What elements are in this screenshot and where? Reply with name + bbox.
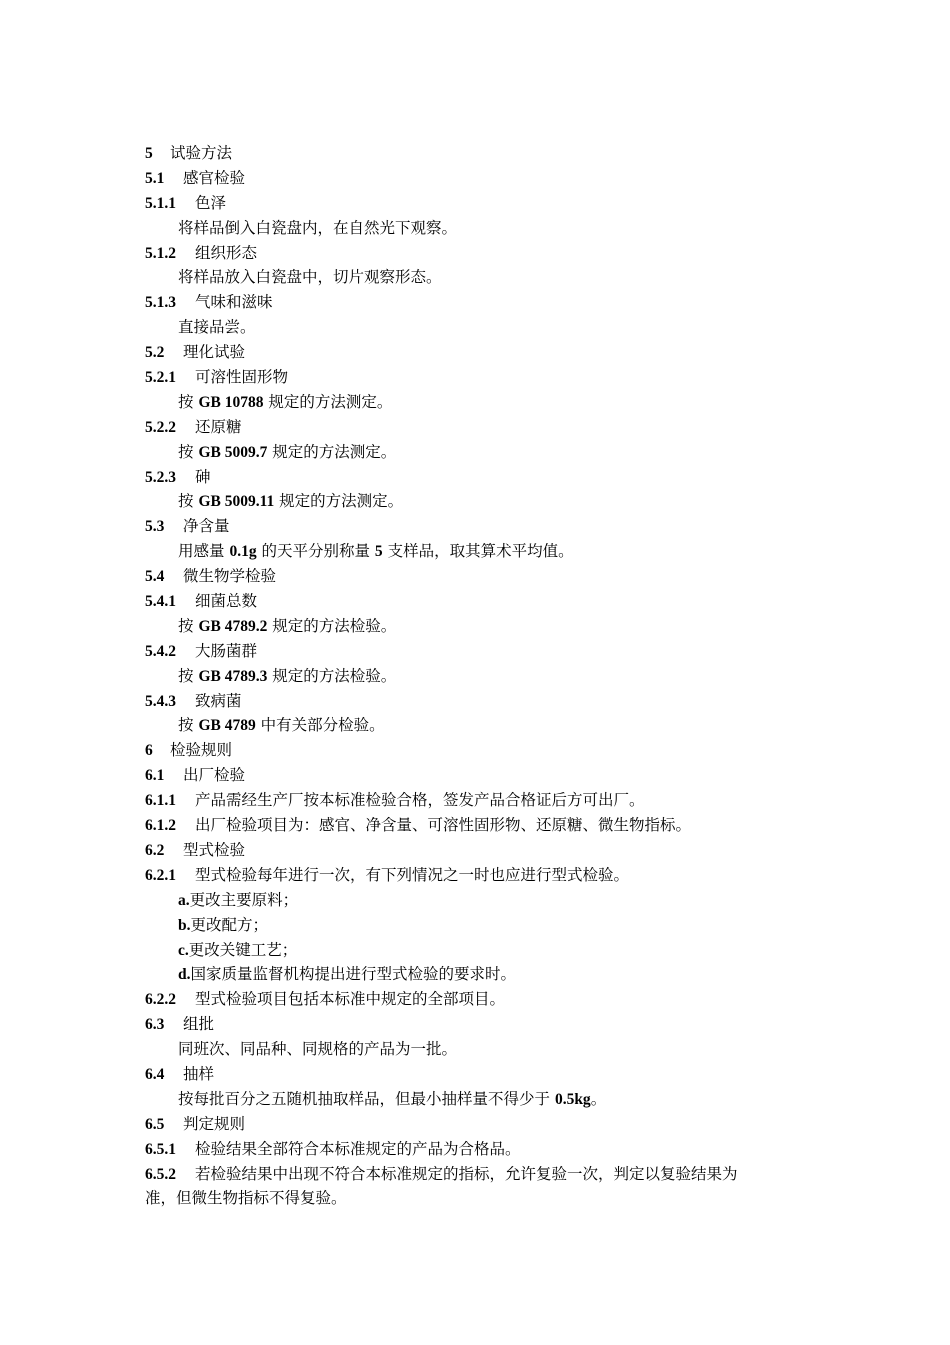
standard-code: GB 5009.11 <box>198 493 275 511</box>
clause-title: 细菌总数 <box>195 592 258 611</box>
list-item <box>145 888 805 913</box>
list-marker: d. <box>178 966 191 984</box>
paragraph-6-3: 同班次、同品种、同规格的产品为一批。 <box>178 1040 458 1059</box>
heading-6 <box>145 738 805 763</box>
paragraph-5-1-1: 将样品倒入白瓷盘内，在自然光下观察。 <box>178 218 458 237</box>
clause-number: 5.3 <box>145 518 165 536</box>
paragraph-5-4-2 <box>145 664 805 689</box>
clause-number: 6.1.1 <box>145 792 176 810</box>
clause-number: 6.2.1 <box>145 866 176 884</box>
text: 支样品，取其算术平均值。 <box>382 542 574 561</box>
heading-6-2 <box>145 838 805 863</box>
text: 按每批百分之五随机抽取样品，但最小抽样量不得少于 <box>178 1089 555 1108</box>
heading-5-2 <box>145 340 805 365</box>
clause-number: 6.1.2 <box>145 817 176 835</box>
text: 规定的方法检验。 <box>267 616 397 635</box>
clause-title: 还原糖 <box>195 417 242 436</box>
paragraph-5-3 <box>145 539 805 564</box>
clause-title: 组批 <box>183 1015 215 1034</box>
heading-5-2-3 <box>145 465 805 490</box>
clause-text: 出厂检验项目为：感官、净含量、可溶性固形物、还原糖、微生物指标。 <box>195 816 692 835</box>
clause-text: 型式检验项目包括本标准中规定的全部项目。 <box>195 990 506 1009</box>
heading-5-4-1 <box>145 589 805 614</box>
document-page <box>145 141 805 1211</box>
value: 5 <box>374 543 383 561</box>
clause-title: 感官检验 <box>183 168 246 187</box>
clause-6-2-2 <box>145 987 805 1012</box>
clause-title: 气味和滋味 <box>195 293 273 312</box>
clause-number: 5.1.2 <box>145 244 176 262</box>
clause-title: 砷 <box>195 467 211 486</box>
paragraph-6-4 <box>145 1087 805 1112</box>
clause-title: 净含量 <box>183 517 230 536</box>
clause-6-5-2 <box>145 1162 805 1187</box>
clause-number: 5.4 <box>145 568 165 586</box>
clause-6-5-1 <box>145 1137 805 1162</box>
standard-code: GB 4789.3 <box>198 667 268 685</box>
list-marker: c. <box>178 941 189 959</box>
text: 的天平分别称量 <box>256 542 375 561</box>
clause-title: 致病菌 <box>195 691 242 710</box>
paragraph-5-4-1 <box>145 614 805 639</box>
clause-number: 6.4 <box>145 1065 165 1083</box>
clause-number: 5.1.3 <box>145 294 176 312</box>
list-item <box>145 913 805 938</box>
heading-5-4 <box>145 564 805 589</box>
clause-number: 6.5.2 <box>145 1165 176 1183</box>
heading-6-4 <box>145 1062 805 1087</box>
heading-6-5 <box>145 1112 805 1137</box>
value: 0.5kg <box>554 1090 591 1108</box>
standard-code: GB 5009.7 <box>198 443 268 461</box>
list-item-text: 国家质量监督机构提出进行型式检验的要求时。 <box>190 965 517 984</box>
clause-title: 出厂检验 <box>183 766 246 785</box>
list-item-text: 更改关键工艺； <box>188 940 298 959</box>
heading-5-1 <box>145 166 805 191</box>
list-marker: b. <box>178 916 191 934</box>
clause-number: 6.2 <box>145 841 165 859</box>
clause-title: 型式检验 <box>183 840 246 859</box>
text: 中有关部分检验。 <box>255 716 385 735</box>
clause-text: 产品需经生产厂按本标准检验合格，签发产品合格证后方可出厂。 <box>195 791 645 810</box>
text: 按 <box>178 442 199 461</box>
heading-5-2-1 <box>145 365 805 390</box>
clause-6-1-1 <box>145 788 805 813</box>
clause-6-1-2 <box>145 813 805 838</box>
heading-5-1-2 <box>145 241 805 266</box>
text: 按 <box>178 616 199 635</box>
list-marker: a. <box>178 891 190 909</box>
clause-text: 若检验结果中出现不符合本标准规定的指标，允许复验一次，判定以复验结果为 <box>195 1164 738 1183</box>
clause-title: 试验方法 <box>170 144 233 162</box>
text: 规定的方法测定。 <box>267 442 397 461</box>
clause-number: 6.5 <box>145 1115 165 1133</box>
clause-title: 大肠菌群 <box>195 641 258 660</box>
heading-6-3 <box>145 1012 805 1037</box>
text: 规定的方法检验。 <box>267 666 397 685</box>
clause-title: 判定规则 <box>183 1114 246 1133</box>
clause-text: 型式检验每年进行一次，有下列情况之一时也应进行型式检验。 <box>195 865 630 884</box>
text: 。 <box>590 1089 607 1108</box>
clause-title: 组织形态 <box>195 243 258 262</box>
standard-code: GB 10788 <box>198 393 264 411</box>
paragraph-5-2-1 <box>145 390 805 415</box>
clause-title: 抽样 <box>183 1064 215 1083</box>
list-item <box>145 938 805 963</box>
heading-5-1-3 <box>145 290 805 315</box>
clause-title: 色泽 <box>195 193 227 212</box>
clause-number: 6.3 <box>145 1016 165 1034</box>
clause-number: 6.5.1 <box>145 1140 176 1158</box>
text: 规定的方法测定。 <box>263 392 393 411</box>
clause-number: 5.1 <box>145 169 165 187</box>
text: 按 <box>178 492 199 511</box>
heading-5-1-1 <box>145 191 805 216</box>
heading-5-4-3 <box>145 689 805 714</box>
heading-6-1 <box>145 763 805 788</box>
text: 按 <box>178 392 199 411</box>
heading-5-4-2 <box>145 639 805 664</box>
standard-code: GB 4789 <box>198 717 256 735</box>
paragraph-5-1-3: 直接品尝。 <box>178 318 256 337</box>
paragraph-5-4-3 <box>145 713 805 738</box>
text: 规定的方法测定。 <box>274 492 404 511</box>
clause-title: 微生物学检验 <box>183 567 277 586</box>
clause-6-2-1 <box>145 863 805 888</box>
heading-5 <box>145 141 805 166</box>
clause-number: 5.2.3 <box>145 468 176 486</box>
clause-text: 检验结果全部符合本标准规定的产品为合格品。 <box>195 1139 521 1158</box>
heading-5-2-2 <box>145 415 805 440</box>
text: 按 <box>178 666 199 685</box>
clause-title: 理化试验 <box>183 343 246 362</box>
standard-code: GB 4789.2 <box>198 617 268 635</box>
clause-number: 5.2 <box>145 344 165 362</box>
clause-number: 6.2.2 <box>145 991 176 1009</box>
clause-number: 5.2.2 <box>145 418 176 436</box>
paragraph-5-1-2: 将样品放入白瓷盘中，切片观察形态。 <box>178 268 442 287</box>
list-item <box>145 962 805 987</box>
clause-number: 6 <box>145 742 153 760</box>
clause-number: 5.4.1 <box>145 593 176 611</box>
value: 0.1g <box>229 543 257 561</box>
clause-number: 5.2.1 <box>145 369 176 387</box>
clause-number: 5.1.1 <box>145 194 176 212</box>
clause-number: 5.4.3 <box>145 692 176 710</box>
clause-number: 6.1 <box>145 767 165 785</box>
paragraph-5-2-2 <box>145 440 805 465</box>
clause-title: 检验规则 <box>170 741 233 760</box>
text: 用感量 <box>178 542 230 561</box>
clause-title: 可溶性固形物 <box>195 368 289 387</box>
heading-5-3 <box>145 514 805 539</box>
text: 按 <box>178 716 199 735</box>
clause-number: 5.4.2 <box>145 642 176 660</box>
list-item-text: 更改主要原料； <box>189 890 299 909</box>
clause-number: 5 <box>145 145 153 162</box>
paragraph-5-2-3 <box>145 489 805 514</box>
clause-6-5-2-continuation: 准，但微生物指标不得复验。 <box>145 1189 347 1208</box>
list-item-text: 更改配方； <box>190 915 269 934</box>
